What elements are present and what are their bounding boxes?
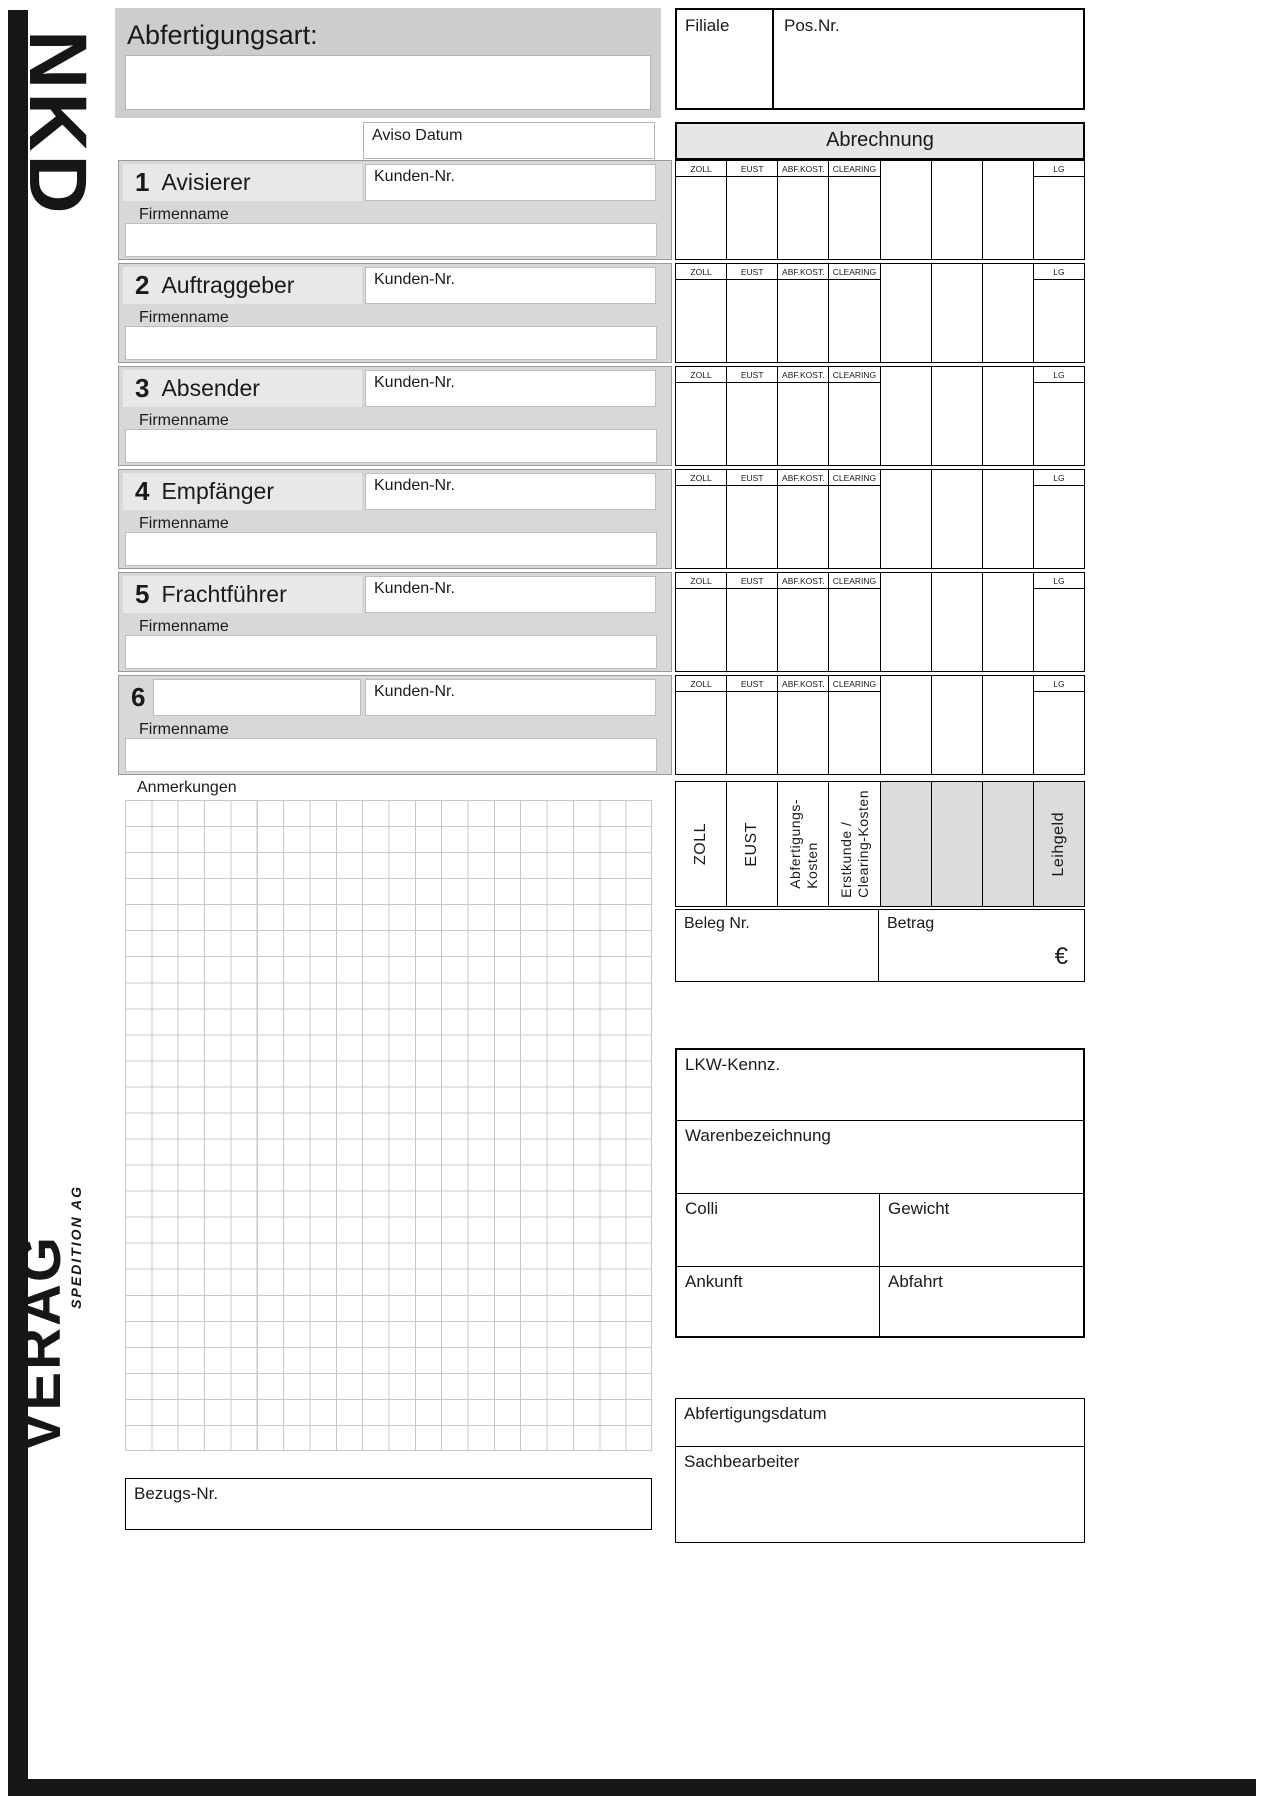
abrechnung-cell-abfkost[interactable] (777, 161, 828, 259)
bottom-print-bar (8, 1779, 1256, 1796)
abrechnung-cell-eust[interactable] (726, 573, 777, 671)
warenbezeichnung-field[interactable] (677, 1120, 1083, 1193)
kunden-nr-label: Kunden-Nr. (374, 580, 455, 597)
firmenname-label: Firmenname (139, 206, 229, 223)
party-section-absender (118, 366, 672, 466)
party-name: Empfänger (161, 478, 274, 504)
abrechnung-cell-clearing[interactable] (828, 676, 879, 774)
col-eust-label: EUST (727, 470, 777, 486)
abfahrt-label: Abfahrt (888, 1272, 943, 1291)
abfertigungsart-block (115, 8, 661, 118)
bezugs-nr-label: Bezugs-Nr. (134, 1484, 219, 1503)
abrechnung-cell-abfkost[interactable] (777, 676, 828, 774)
abrechnung-cell-eust[interactable] (726, 264, 777, 362)
col-zoll-label: ZOLL (676, 161, 726, 177)
col-clearing-label: CLEARING (829, 264, 879, 280)
abfkost-label-line2: Kosten (803, 842, 820, 889)
abrechnung-cell-extra3[interactable] (982, 264, 1033, 362)
verag-logo: VERAG (8, 1235, 73, 1452)
party-header-band (123, 164, 362, 201)
col-zoll-label: ZOLL (676, 264, 726, 280)
cost-label-clearingkosten (828, 782, 879, 906)
abrechnung-cell-eust[interactable] (726, 161, 777, 259)
party-header-band (123, 473, 362, 510)
posnr-label: Pos.Nr. (784, 16, 840, 35)
aviso-datum-label: Aviso Datum (372, 127, 463, 144)
firmenname-label: Firmenname (139, 412, 229, 429)
abfertigungsart-field[interactable] (125, 55, 651, 110)
ankunft-abfahrt-row (677, 1266, 1083, 1336)
col-zoll-label: ZOLL (676, 367, 726, 383)
abrechnung-cell-clearing[interactable] (828, 367, 879, 465)
col-zoll-label: ZOLL (676, 470, 726, 486)
abrechnung-cell-extra1[interactable] (880, 367, 931, 465)
cost-labels-row (675, 781, 1085, 907)
party-number: 5 (135, 579, 150, 609)
firmenname-label: Firmenname (139, 515, 229, 532)
col-lg-label: LG (1034, 573, 1084, 589)
abrechnung-cell-extra3[interactable] (982, 470, 1033, 568)
party-number: 4 (135, 476, 150, 506)
party-section-frachtfuehrer (118, 572, 672, 672)
sachbearbeiter-label: Sachbearbeiter (684, 1452, 800, 1471)
party-section-6 (118, 675, 672, 775)
abrechnung-cell-eust[interactable] (726, 676, 777, 774)
kunden-nr-label: Kunden-Nr. (374, 374, 455, 391)
kunden-nr-label: Kunden-Nr. (374, 683, 455, 700)
verag-subtitle: SPEDITION AG (68, 1185, 84, 1309)
eust-vertical-label: EUST (743, 821, 761, 867)
colli-gewicht-row (677, 1193, 1083, 1266)
party-number: 1 (135, 167, 150, 197)
party-number: 6 (131, 682, 146, 712)
abrechnung-title: Abrechnung (826, 129, 934, 151)
col-eust-label: EUST (727, 161, 777, 177)
abrechnung-cell-lg[interactable] (1033, 161, 1084, 259)
gewicht-label: Gewicht (888, 1199, 950, 1218)
party-name: Avisierer (161, 169, 251, 195)
col-lg-label: LG (1034, 161, 1084, 177)
col-abfkost-label: ABF.KOST. (778, 367, 828, 383)
abrechnung-row-4 (675, 469, 1085, 569)
col-abfkost-label: ABF.KOST. (778, 161, 828, 177)
abrechnung-cell-extra3[interactable] (982, 367, 1033, 465)
kunden-nr-field[interactable] (365, 164, 656, 201)
gewicht-field[interactable] (880, 1194, 1083, 1266)
abrechnung-cell-abfkost[interactable] (777, 573, 828, 671)
abrechnung-cell-zoll[interactable] (676, 573, 726, 671)
leihgeld-vertical-label: Leihgeld (1049, 811, 1067, 877)
kunden-nr-field[interactable] (365, 370, 656, 407)
party-header-band (123, 267, 362, 304)
sachbearbeiter-field[interactable] (676, 1447, 1084, 1477)
cost-label-abfertigungskosten (777, 782, 828, 906)
cost-cell-shaded-3 (982, 782, 1033, 906)
party-name: Auftraggeber (161, 272, 295, 298)
betrag-label: Betrag (887, 915, 935, 932)
party-section-avisierer (118, 160, 672, 260)
abrechnung-cell-zoll[interactable] (676, 264, 726, 362)
abrechnung-cell-extra1[interactable] (880, 676, 931, 774)
firmenname-label: Firmenname (139, 309, 229, 326)
firmenname-field[interactable] (125, 223, 657, 257)
filiale-label: Filiale (685, 16, 730, 35)
abrechnung-header (675, 122, 1085, 160)
abrechnung-cell-abfkost[interactable] (777, 470, 828, 568)
party-header-band (123, 679, 153, 716)
cost-label-zoll (676, 782, 726, 906)
abrechnung-row-1 (675, 160, 1085, 260)
anmerkungen-grid[interactable] (125, 800, 652, 1451)
beleg-betrag-row (675, 909, 1085, 982)
zoll-vertical-label: ZOLL (692, 822, 710, 865)
abfahrt-field[interactable] (880, 1267, 1083, 1336)
clearing-label-line2: Clearing-Kosten (854, 790, 871, 898)
party-header-band (123, 370, 362, 407)
col-clearing-label: CLEARING (829, 470, 879, 486)
abrechnung-cell-lg[interactable] (1033, 573, 1084, 671)
ankunft-field[interactable] (677, 1267, 880, 1336)
col-lg-label: LG (1034, 470, 1084, 486)
col-zoll-label: ZOLL (676, 573, 726, 589)
abrechnung-row-6 (675, 675, 1085, 775)
firmenname-field[interactable] (125, 429, 657, 463)
anmerkungen-label: Anmerkungen (137, 779, 237, 796)
abrechnung-cell-zoll[interactable] (676, 161, 726, 259)
kunden-nr-label: Kunden-Nr. (374, 168, 455, 185)
firmenname-field[interactable] (125, 635, 657, 669)
col-clearing-label: CLEARING (829, 573, 879, 589)
party-section-empfaenger (118, 469, 672, 569)
processing-block (675, 1398, 1085, 1543)
kunden-nr-field[interactable] (365, 473, 656, 510)
clearing-label-line1: Erstkunde / (837, 821, 854, 898)
firmenname-field[interactable] (125, 738, 657, 772)
col-abfkost-label: ABF.KOST. (778, 264, 828, 280)
abrechnung-cell-zoll[interactable] (676, 676, 726, 774)
kunden-nr-field[interactable] (365, 679, 656, 716)
col-eust-label: EUST (727, 676, 777, 692)
bezugs-nr-field[interactable] (125, 1478, 652, 1530)
col-lg-label: LG (1034, 367, 1084, 383)
party-name-field[interactable] (153, 679, 361, 716)
col-eust-label: EUST (727, 573, 777, 589)
abrechnung-cell-abfkost[interactable] (777, 264, 828, 362)
abrechnung-cell-zoll[interactable] (676, 367, 726, 465)
abrechnung-cell-extra1[interactable] (880, 264, 931, 362)
abrechnung-cell-extra2[interactable] (931, 367, 982, 465)
firmenname-label: Firmenname (139, 618, 229, 635)
posnr-field[interactable] (774, 10, 1083, 108)
col-eust-label: EUST (727, 264, 777, 280)
abrechnung-row-5 (675, 572, 1085, 672)
abrechnung-cell-lg[interactable] (1033, 367, 1084, 465)
party-header-band (123, 576, 362, 613)
abrechnung-cell-extra2[interactable] (931, 264, 982, 362)
abrechnung-cell-eust[interactable] (726, 470, 777, 568)
lkw-kennz-label: LKW-Kennz. (685, 1055, 781, 1074)
firmenname-field[interactable] (125, 326, 657, 360)
party-number: 3 (135, 373, 150, 403)
party-number: 2 (135, 270, 150, 300)
abrechnung-cell-zoll[interactable] (676, 470, 726, 568)
filiale-field[interactable] (677, 10, 774, 108)
filiale-posnr-box (675, 8, 1085, 110)
beleg-nr-field[interactable] (676, 910, 879, 981)
beleg-nr-label: Beleg Nr. (684, 915, 750, 932)
abrechnung-cell-eust[interactable] (726, 367, 777, 465)
abfertigungsart-label: Abfertigungsart: (127, 20, 318, 50)
lkw-kennz-field[interactable] (677, 1050, 1083, 1120)
kunden-nr-label: Kunden-Nr. (374, 271, 455, 288)
firmenname-label: Firmenname (139, 721, 229, 738)
cost-cell-shaded-1 (880, 782, 931, 906)
abrechnung-cell-extra3[interactable] (982, 676, 1033, 774)
nkd-logo: NKD (12, 30, 103, 217)
abrechnung-cell-abfkost[interactable] (777, 367, 828, 465)
colli-label: Colli (685, 1199, 719, 1218)
abrechnung-cell-extra1[interactable] (880, 161, 931, 259)
aviso-datum-field[interactable] (363, 122, 655, 159)
abrechnung-cell-extra2[interactable] (931, 573, 982, 671)
col-clearing-label: CLEARING (829, 676, 879, 692)
party-name: Absender (161, 375, 260, 401)
euro-sign: € (1054, 943, 1068, 970)
kunden-nr-label: Kunden-Nr. (374, 477, 455, 494)
abrechnung-cell-clearing[interactable] (828, 470, 879, 568)
cost-label-eust (726, 782, 777, 906)
firmenname-field[interactable] (125, 532, 657, 566)
kunden-nr-field[interactable] (365, 267, 656, 304)
abrechnung-cell-clearing[interactable] (828, 573, 879, 671)
abrechnung-cell-lg[interactable] (1033, 470, 1084, 568)
col-clearing-label: CLEARING (829, 161, 879, 177)
kunden-nr-field[interactable] (365, 576, 656, 613)
col-abfkost-label: ABF.KOST. (778, 676, 828, 692)
col-eust-label: EUST (727, 367, 777, 383)
abrechnung-row-3 (675, 366, 1085, 466)
ankunft-label: Ankunft (685, 1272, 743, 1291)
left-print-bar (8, 10, 28, 1779)
abrechnung-cell-extra1[interactable] (880, 470, 931, 568)
warenbezeichnung-label: Warenbezeichnung (685, 1126, 831, 1145)
col-zoll-label: ZOLL (676, 676, 726, 692)
abrechnung-cell-lg[interactable] (1033, 264, 1084, 362)
shipment-block (675, 1048, 1085, 1338)
cost-cell-shaded-2 (931, 782, 982, 906)
cost-label-leihgeld (1033, 782, 1084, 906)
abrechnung-cell-extra1[interactable] (880, 573, 931, 671)
abfkost-label-line1: Abfertigungs- (786, 799, 803, 889)
col-abfkost-label: ABF.KOST. (778, 470, 828, 486)
party-section-auftraggeber (118, 263, 672, 363)
abrechnung-cell-clearing[interactable] (828, 161, 879, 259)
abfertigungsdatum-label: Abfertigungsdatum (684, 1404, 827, 1423)
abrechnung-cell-extra3[interactable] (982, 573, 1033, 671)
abrechnung-cell-extra2[interactable] (931, 470, 982, 568)
abrechnung-cell-extra3[interactable] (982, 161, 1033, 259)
abrechnung-cell-extra2[interactable] (931, 676, 982, 774)
abrechnung-cell-clearing[interactable] (828, 264, 879, 362)
col-abfkost-label: ABF.KOST. (778, 573, 828, 589)
abrechnung-cell-lg[interactable] (1033, 676, 1084, 774)
party-name: Frachtführer (161, 581, 287, 607)
col-lg-label: LG (1034, 264, 1084, 280)
abrechnung-cell-extra2[interactable] (931, 161, 982, 259)
abfertigungsdatum-field[interactable] (676, 1399, 1084, 1447)
abrechnung-row-2 (675, 263, 1085, 363)
betrag-field[interactable] (879, 910, 1084, 981)
col-clearing-label: CLEARING (829, 367, 879, 383)
colli-field[interactable] (677, 1194, 880, 1266)
col-lg-label: LG (1034, 676, 1084, 692)
